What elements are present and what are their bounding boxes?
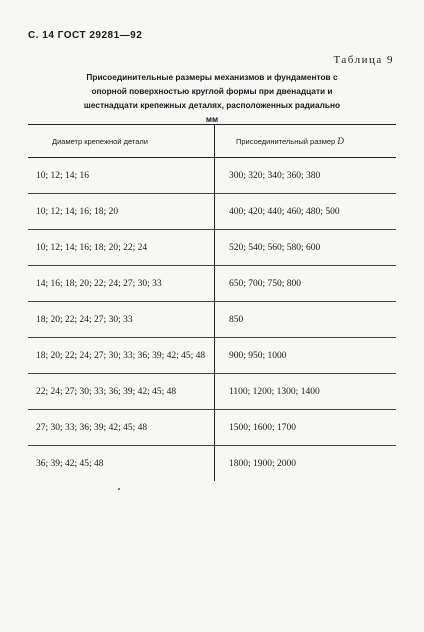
dimension-symbol: D <box>337 136 344 146</box>
table-row <box>28 374 396 410</box>
table-header-row <box>28 125 396 158</box>
table-row <box>28 446 396 482</box>
table-row <box>28 410 396 446</box>
cell-size: 850 <box>215 302 397 338</box>
page-header: С. 14 ГОСТ 29281—92 <box>28 30 143 41</box>
cell-diameter: 18; 20; 22; 24; 27; 30; 33 <box>28 302 215 338</box>
cell-diameter: 10; 12; 14; 16 <box>28 158 215 194</box>
cell-size: 300; 320; 340; 360; 380 <box>215 158 397 194</box>
cell-size: 400; 420; 440; 460; 480; 500 <box>215 194 397 230</box>
table-caption <box>62 70 362 126</box>
cell-size: 1800; 1900; 2000 <box>229 458 297 469</box>
cell-size: 900; 950; 1000 <box>215 338 397 374</box>
cell-diameter: 14; 16; 18; 20; 22; 24; 27; 30; 33 <box>28 266 215 302</box>
table-row <box>28 158 396 194</box>
cell-diameter: 36; 39; 42; 45; 48 <box>28 446 215 482</box>
column-header-size <box>215 125 397 158</box>
table-row <box>28 230 396 266</box>
column-header-diameter: Диаметр крепежной детали <box>28 125 215 158</box>
caption-units: мм <box>205 114 219 124</box>
column-header-size-label: Присоединительный размер <box>236 137 338 146</box>
table-row <box>28 194 396 230</box>
cell-size: 1100; 1200; 1300; 1400 <box>215 374 397 410</box>
cell-diameter: 22; 24; 27; 30; 33; 36; 39; 42; 45; 48 <box>28 374 215 410</box>
table-row <box>28 338 396 374</box>
cell-diameter: 10; 12; 14; 16; 18; 20; 22; 24 <box>28 230 215 266</box>
cell-size: 1500; 1600; 1700 <box>215 410 397 446</box>
cell-diameter: 18; 20; 22; 24; 27; 30; 33; 36; 39; 42; 45; 48 <box>28 338 215 374</box>
scan-speck <box>118 488 120 490</box>
table-label: Таблица 9 <box>333 54 394 66</box>
caption-line: шестнадцати крепежных деталях, расположенных радиально <box>83 100 341 110</box>
caption-line: опорной поверхностью круглой формы при двенадцати и <box>91 86 333 96</box>
cell-size: 520; 540; 560; 580; 600 <box>215 230 397 266</box>
cell-diameter: 27; 30; 33; 36; 39; 42; 45; 48 <box>28 410 215 446</box>
table-row <box>28 266 396 302</box>
cell-diameter: 10; 12; 14; 16; 18; 20 <box>28 194 215 230</box>
table-row <box>28 302 396 338</box>
caption-line: Присоединительные размеры механизмов и фундаментов с <box>86 72 338 82</box>
cell-size: 650; 700; 750; 800 <box>215 266 397 302</box>
dimensions-table <box>28 124 396 481</box>
